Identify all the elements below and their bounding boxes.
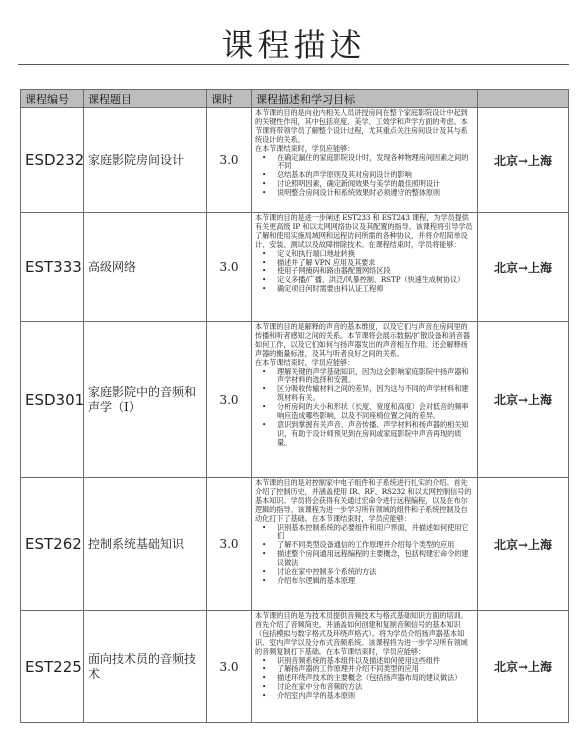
list-item: • 了解不同类型设备通信的工作原理并介绍每个类型的应用: [277, 541, 474, 550]
course-description: [252, 478, 478, 611]
table-row: [21, 611, 569, 723]
list-item: • 使用子网掩码和路由器配置网络区段: [277, 267, 474, 276]
list-item: • 了解扬声器的工作原理并介绍不同类型的应用: [277, 665, 474, 674]
list-item: • 理解关键的声学基础知识，因为这会影响家庭影院中扬声器和声学材料的选择和安置。: [277, 368, 474, 386]
course-goals-lead: 在本节课结束时，学员应能够：: [255, 357, 355, 367]
course-intro: 本节课的目的是对控制家中电子组件和子系统进行扎实的介绍。首先介绍了控制历史，并涵盖使用 IR、RF、RS232 和以太网控制信号的基本知识。学员将会获得有关通过宏命令进行远程编程，以及在布尔逻辑的指导。该课程为进一步学习所有领域的组件和子系统控制及自动化打下了基础。在本节课结束时，学员应能够：: [255, 478, 472, 523]
column-header-description: 课程描述和学习目标: [252, 90, 478, 108]
course-goals-list: [255, 524, 474, 586]
column-header-code: 课程编号: [21, 90, 84, 108]
list-item: • 识别音频系统的基本组件以及描述如何使用这些组件: [277, 657, 474, 666]
page-title: 课程描述: [221, 26, 366, 64]
course-route: 北京→上海: [478, 108, 569, 213]
course-intro: 本节课的目的是解释的声音的基本维度，以及它们与声音在房间里的传播和听者感知之间的关系。本节课将会展示数据/扩散设备和消音器如何工作，以及它们如何与扬声器发出的声音相互作用。还会解释扬声器的衡量标准，及其与听者良好之间的关系。: [255, 322, 470, 358]
list-item: • 讨论照明因素，确定新闻效果与美学的最佳照明设计: [277, 180, 474, 189]
list-item: • 介绍布尔逻辑的基本原理: [277, 577, 474, 586]
table-row: [21, 108, 569, 213]
course-description: [252, 108, 478, 213]
column-header-hours: 课时: [207, 90, 252, 108]
course-route: 北京→上海: [478, 478, 569, 611]
list-item: • 区分吸收传输材料之间的差异，因为这与不同的声学材料和建筑材料有关。: [277, 385, 474, 403]
course-name: 面向技术员的音频技术: [84, 611, 207, 723]
list-item: • 描述并了解 VPN 应用及其要求: [277, 259, 474, 268]
course-description: [252, 322, 478, 478]
course-goals-list: [255, 368, 474, 448]
list-item: • 介绍室内声学的基本原则: [277, 692, 474, 701]
course-code: EST225: [21, 611, 84, 723]
list-item: • 讨论在家中分布音频的方法: [277, 683, 474, 692]
list-item: • 总结基本的声学原则及其对房间设计的影响: [277, 171, 474, 180]
list-item: • 识别基本控制系统的必要组件和用户界面，并描述如何使用它们: [277, 524, 474, 542]
course-hours: 3.0: [207, 213, 252, 322]
course-code: EST333: [21, 213, 84, 322]
list-item: • 意识到掌握有关声音、声音传播、声学材料和扬声器的相关知识，有助于设计师预见到在房间或家庭影院中声音再现的质量。: [277, 421, 474, 448]
course-intro: 本节课的目的是进一步阐述 EST233 和 EST243 课程，为学员提供有关更高级 IP 和以太网网络协议及其配置的指导。该课程将引导学员了解和使用实施局域网和远程访问所需的各种协议，并将介绍简单设计、安装、测试以及故障排除技术。在课程结束时，学员将能够：: [255, 213, 473, 249]
table-row: [21, 322, 569, 478]
course-goals-list: [255, 250, 474, 295]
title-divider: [18, 64, 569, 65]
course-route: 北京→上海: [478, 611, 569, 723]
course-intro: 本节课的目的是向业内相关人员讲授房间在整个家庭影院设计中起到的关键性作用，其中包括亮度、美学、工效学和声学方面的考虑。本节课将带领学员了解整个设计过程，尤其重点关注房间设计及其与系统设计的关系。: [255, 108, 468, 144]
course-code: EST262: [21, 478, 84, 611]
course-description: [252, 611, 478, 723]
course-name: 高级网络: [84, 213, 207, 322]
list-item: • 定义和执行端口地址转换: [277, 250, 474, 259]
course-route: 北京→上海: [478, 213, 569, 322]
course-goals-list: [255, 657, 474, 702]
course-goals-lead: 在本节课结束时，学员应能够：: [255, 143, 355, 153]
course-goals-list: [255, 154, 474, 199]
column-header-route: [478, 90, 569, 108]
course-name: 控制系统基础知识: [84, 478, 207, 611]
list-item: • 确定项目何时需要由科认证工程师: [277, 285, 474, 294]
list-item: • 在确定漏住的家庭影院设计时，发现各种物理房间因素之间的不同: [277, 154, 474, 172]
list-item: • 讨论在家中控制多个系统的方法: [277, 568, 474, 577]
course-code: ESD301: [21, 322, 84, 478]
course-name: 家庭影院中的音频和声学（I）: [84, 322, 207, 478]
table-row: [21, 478, 569, 611]
course-hours: 3.0: [207, 611, 252, 723]
column-header-title: 课程题目: [84, 90, 207, 108]
table-header-row: [21, 90, 569, 108]
course-description: [252, 213, 478, 322]
list-item: • 说明整合房间设计和系统效果时必须遵守的整体原则: [277, 189, 474, 198]
list-item: • 定义多播/广播、洪泛/风暴控制、RSTP（快速生成树协议）: [277, 276, 474, 285]
course-hours: 3.0: [207, 108, 252, 213]
course-code: ESD232: [21, 108, 84, 213]
course-name: 家庭影院房间设计: [84, 108, 207, 213]
list-item: • 描述环绕声技术的主要概念（包括扬声器布局的建议做法）: [277, 674, 474, 683]
list-item: • 分析房间的大小和形状（长度、宽度和高度）会对低音的频率响应造成哪些影响，以及不同座椅位置之间的差异。: [277, 403, 474, 421]
course-intro: 本节课的目的是为技术员提供音频技术与格式基础知识方面的培训。首先介绍了音频简史，并涵盖如何创建和复制音频信号的基本知识（包括模拟与数字格式及环绕声格式）。将为学员介绍扬声器基本知识、室内声学以及分布式音频系统。该课程将为进一步学习所有领域的音频复制打下基础。在本节课结束时，学员应能够：: [255, 611, 468, 656]
course-table: [20, 89, 569, 723]
course-hours: 3.0: [207, 322, 252, 478]
table-row: [21, 213, 569, 322]
course-route: 北京→上海: [478, 322, 569, 478]
course-hours: 3.0: [207, 478, 252, 611]
list-item: • 描述整个房间通用远程编程的主要概念，包括构建宏命令的建议做法: [277, 550, 474, 568]
